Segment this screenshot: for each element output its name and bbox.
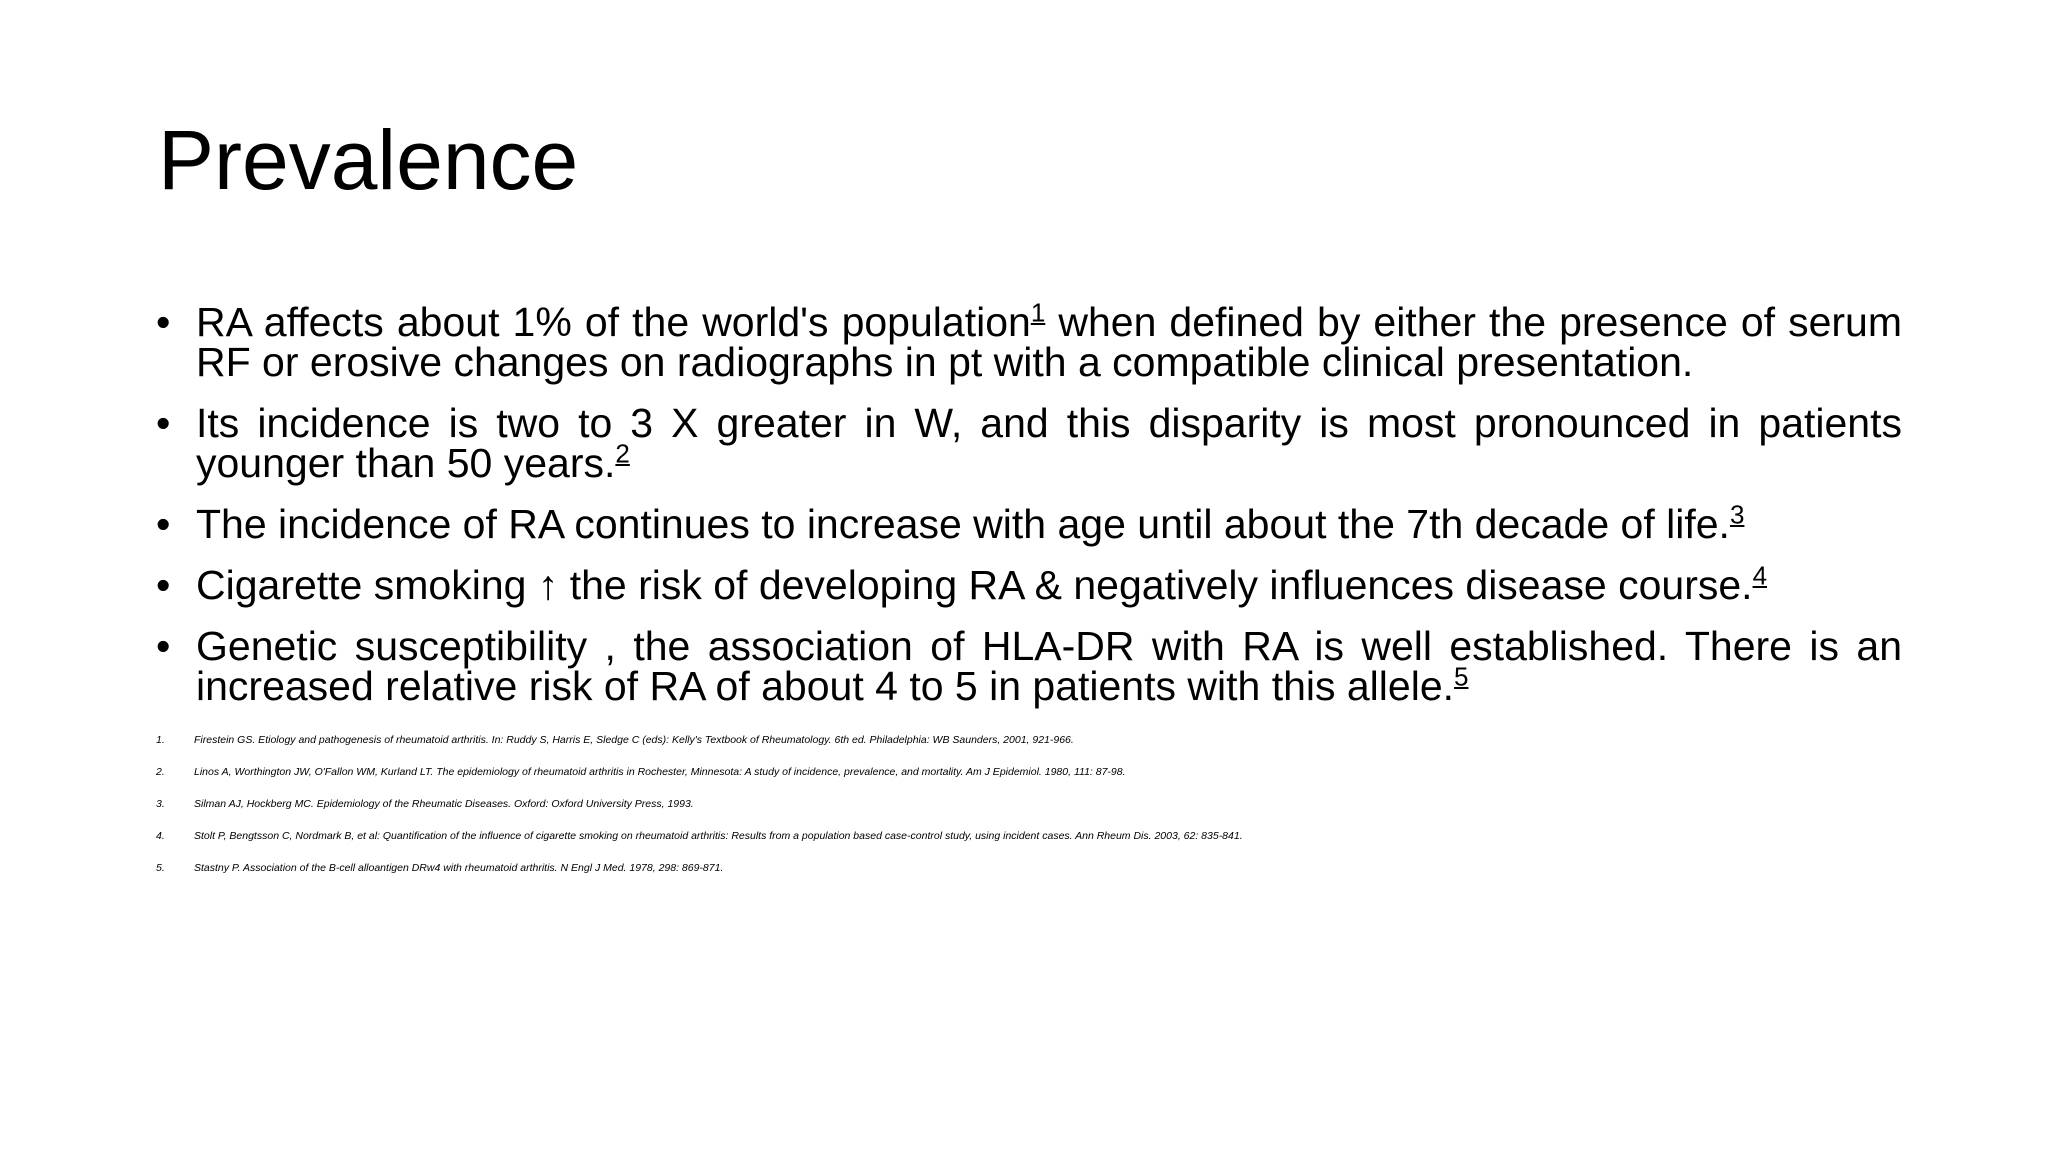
reference-item [156,829,1956,861]
bullet-text: RA affects about 1% of the world's population [196,299,1031,345]
bullet-dot: • [156,623,171,669]
reference-number: 1. [156,734,165,746]
slide-title: Prevalence [158,113,579,207]
reference-item [156,861,1956,893]
bullet-text: Genetic susceptibility , the association of HLA-DR with RA is well established. There is an increased relative risk of RA of about 4 to 5 in patients with this allele. [196,623,1902,709]
reference-list [156,733,1956,893]
bullet-item [150,623,1902,709]
reference-number: 2. [156,766,165,778]
reference-number: 5. [156,862,165,874]
bullet-dot: • [156,400,171,446]
bullet-item [150,400,1902,486]
bullet-text: Cigarette smoking ↑ the risk of developing RA & negatively influences disease course. [196,562,1753,608]
bullet-text-continued: when defined by either the presence of serum RF or erosive changes on radiographs in pt with a compatible clinical presentation. [196,299,1902,385]
footnote-link[interactable]: 3 [1729,499,1745,530]
reference-text: Stastny P. Association of the B-cell alloantigen DRw4 with rheumatoid arthritis. N Engl J Med. 1978, 298: 869-871. [194,862,724,874]
bullet-list [150,297,1902,727]
reference-item [156,765,1956,797]
reference-number: 3. [156,798,165,810]
bullet-dot: • [156,501,171,547]
reference-item [156,733,1956,765]
bullet-dot: • [156,299,171,345]
reference-text: Silman AJ, Hockberg MC. Epidemiology of the Rheumatic Diseases. Oxford: Oxford University Press, 1993. [194,798,694,810]
footnote-link[interactable]: 1 [1030,297,1046,328]
bullet-dot: • [156,562,171,608]
reference-item [156,797,1956,829]
reference-text: Firestein GS. Etiology and pathogenesis of rheumatoid arthritis. In: Ruddy S, Harris E, Sledge C (eds): Kelly's Textbook of Rheumatology. 6th ed. Philadelphia: WB Saunders, 2001, 921-966. [194,734,1074,746]
reference-number: 4. [156,830,165,842]
footnote-link[interactable]: 2 [615,438,630,469]
bullet-item [150,499,1902,547]
reference-text: Linos A, Worthington JW, O'Fallon WM, Kurland LT. The epidemiology of rheumatoid arthritis in Rochester, Minnesota: A study of incidence, prevalence, and mortality. Am J Epidemiol. 1980, 111: 87-98. [194,766,1126,778]
footnote-link[interactable]: 5 [1454,661,1469,692]
bullet-item [150,297,1902,385]
bullet-text: The incidence of RA continues to increase with age until about the 7th decade of life. [196,501,1730,547]
reference-text: Stolt P, Bengtsson C, Nordmark B, et al: Quantification of the influence of cigarette smoking on rheumatoid arthritis: Results from a population based case-control study, using incident cases. Ann Rheum Dis. 2003, 62: 835-841. [194,830,1243,842]
bullet-text: Its incidence is two to 3 X greater in W, and this disparity is most pronounced in patients younger than 50 years. [196,400,1902,486]
footnote-link[interactable]: 4 [1752,560,1768,591]
bullet-item [150,560,1902,608]
